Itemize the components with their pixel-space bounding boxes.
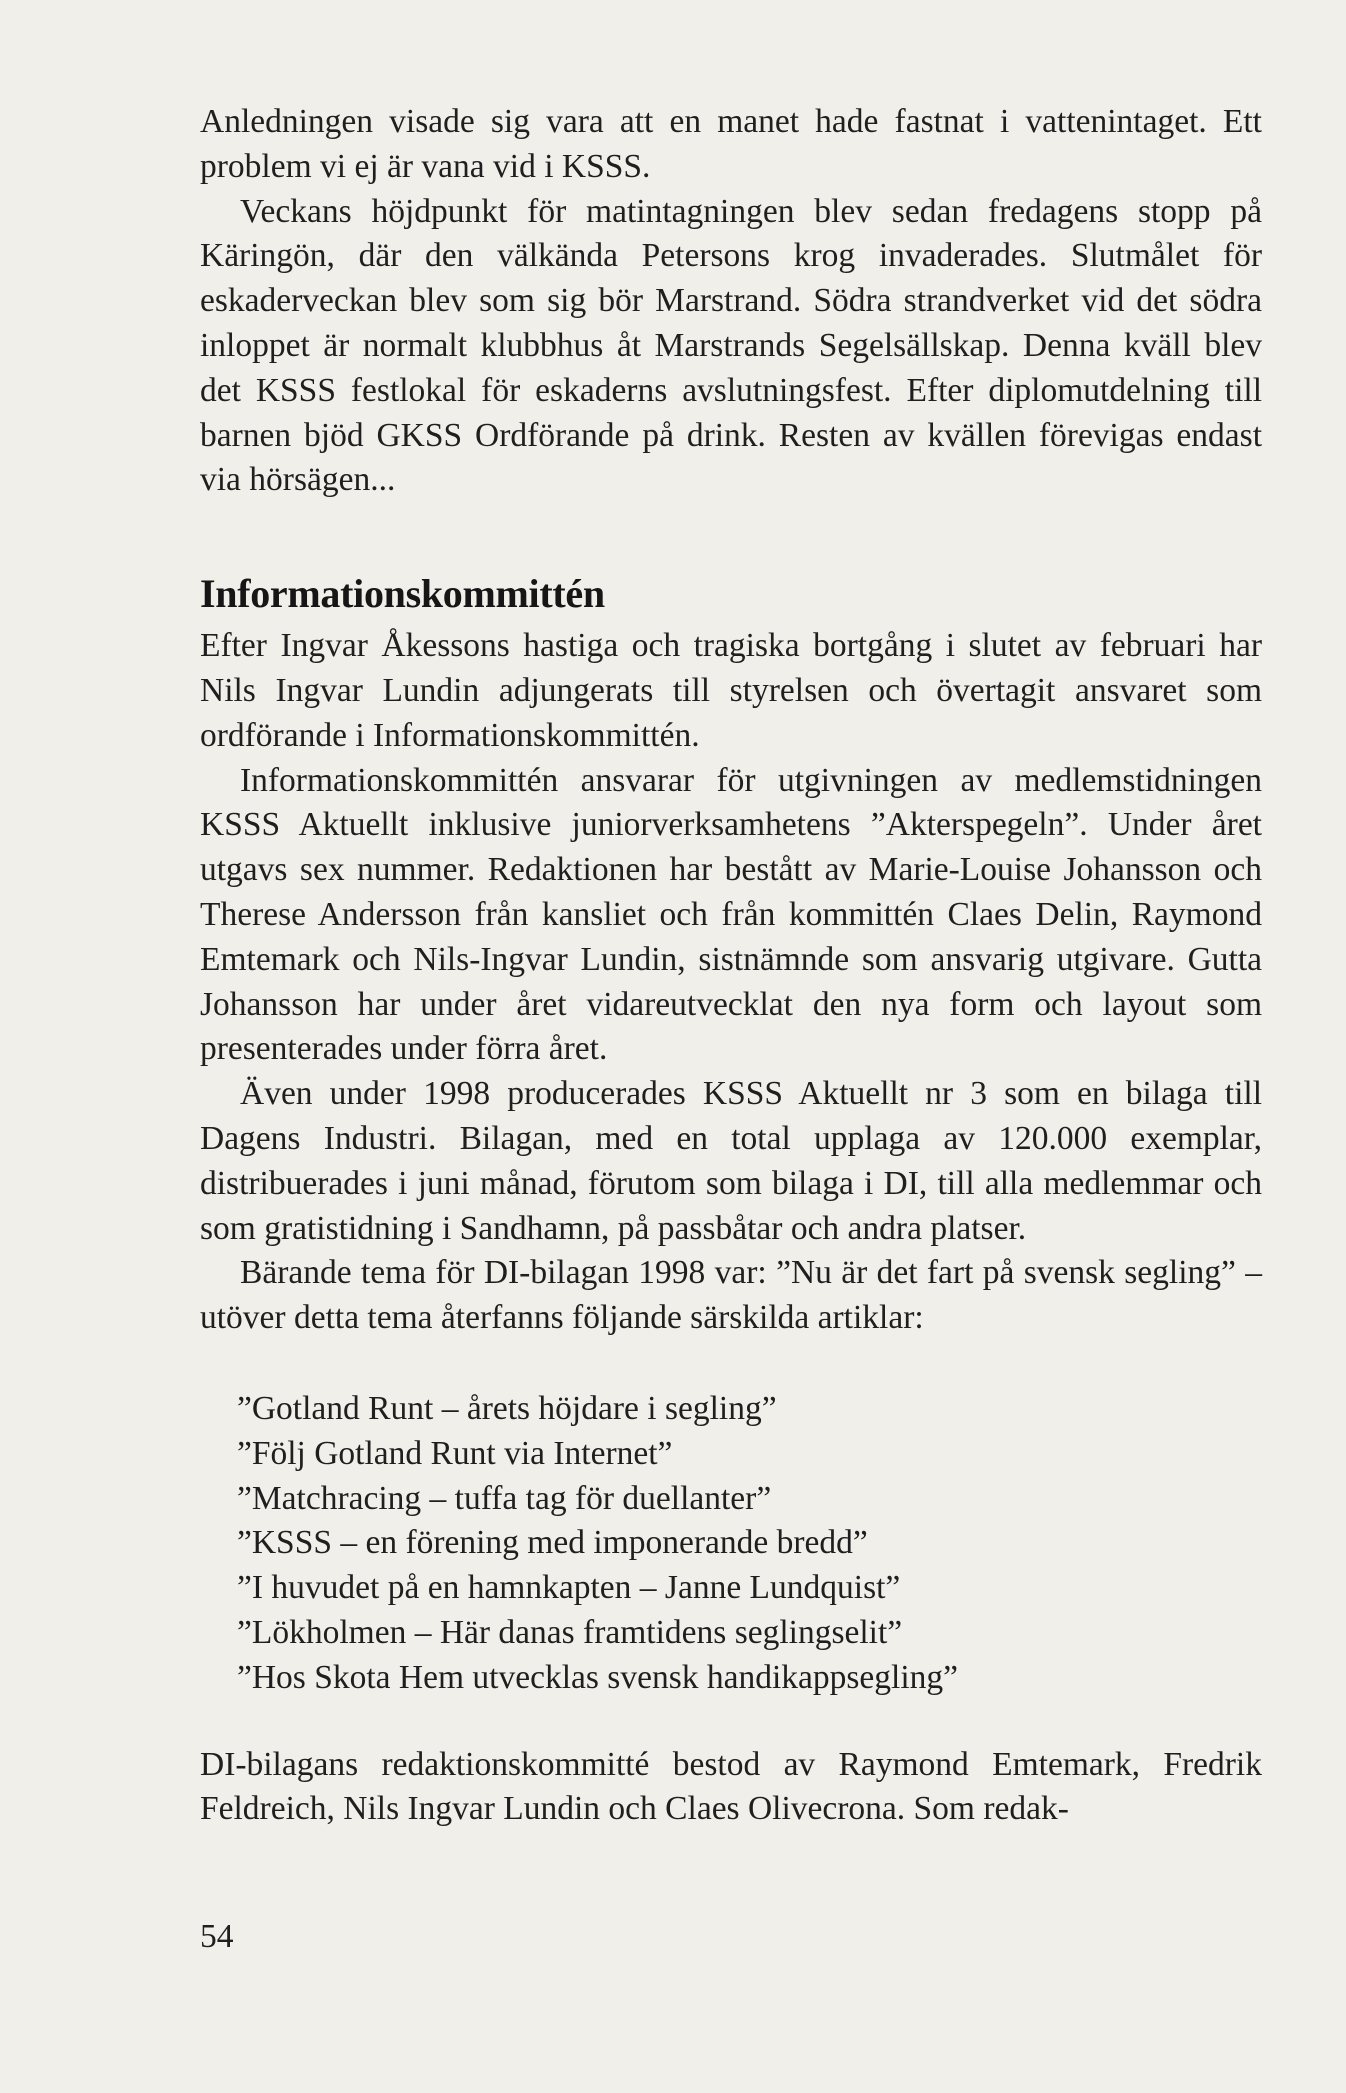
article-title: ”I huvudet på en hamnkapten – Janne Lundquist” — [237, 1569, 901, 1607]
article-title-list — [200, 1387, 1262, 1701]
article-title: ”Lökholmen – Här danas framtidens seglingselit” — [237, 1613, 903, 1651]
article-title: ”KSSS – en förening med imponerande bredd” — [237, 1524, 868, 1562]
paragraph-publication: Informationskommittén ansvarar för utgivningen av medlemstidningen KSSS Aktuellt inklusive juniorverksamhetens ”Akterspegeln”. Under året utgavs sex nummer. Redaktionen har bestått av Marie-Louise Johansson och Therese Andersson från kansliet och från kommittén Claes Delin, Raymond Emtemark och Nils-Ingvar Lundin, sistnämnde som ansvarig utgivare. Gutta Johansson har under året vidareutvecklat den nya form och layout som presenterades under förra året. — [200, 761, 1262, 1068]
paragraph-editorial-committee: DI-bilagans redaktionskommitté bestod av Raymond Emtemark, Fredrik Feldreich, Nils Ingvar Lundin och Claes Olivecrona. Som redak- — [200, 1745, 1262, 1828]
paragraph-week-highlight: Veckans höjdpunkt för matintagningen blev sedan fredagens stopp på Käringön, där den välkända Petersons krog invaderades. Slutmålet för eskaderveckan blev som sig bör Marstrand. Södra strandverket vid det södra inloppet är normalt klubbhus åt Marstrands Segelsällskap. Denna kväll blev det KSSS festlokal för eskaderns avslutningsfest. Efter diplomutdelning till barnen bjöd GKSS Ordförande på drink. Resten av kvällen förevigas endast via hörsägen... — [200, 192, 1262, 499]
article-title: ”Följ Gotland Runt via Internet” — [237, 1434, 673, 1472]
section-heading: Informationskommittén — [200, 571, 605, 617]
page-body — [200, 100, 1262, 1832]
paragraph-theme: Bärande tema för DI-bilagan 1998 var: ”Nu är det fart på svensk segling” – utöver detta tema återfanns följande särskilda artiklar: — [200, 1254, 1262, 1337]
page-number: 54 — [200, 1918, 234, 1955]
article-title: ”Matchracing – tuffa tag för duellanter” — [237, 1479, 772, 1517]
article-title: ”Hos Skota Hem utvecklas svensk handikappsegling” — [237, 1658, 959, 1696]
paragraph-committee-chair: Efter Ingvar Åkessons hastiga och tragiska bortgång i slutet av februari har Nils Ingvar Lundin adjungerats till styrelsen och övertagit ansvaret som ordförande i Informationskommittén. — [200, 627, 1262, 754]
paragraph-manet: Anledningen visade sig vara att en manet hade fastnat i vattenintaget. Ett problem vi ej är vana vid i KSSS. — [200, 103, 1262, 185]
article-title: ”Gotland Runt – årets höjdare i segling” — [237, 1389, 777, 1427]
paragraph-di-supplement: Även under 1998 producerades KSSS Aktuellt nr 3 som en bilaga till Dagens Industri. Bilagan, med en total upplaga av 120.000 exemplar, distribuerades i juni månad, förutom som bilaga i DI, till alla medlemmar och som gratistidning i Sandhamn, på passbåtar och andra platser. — [200, 1075, 1262, 1247]
